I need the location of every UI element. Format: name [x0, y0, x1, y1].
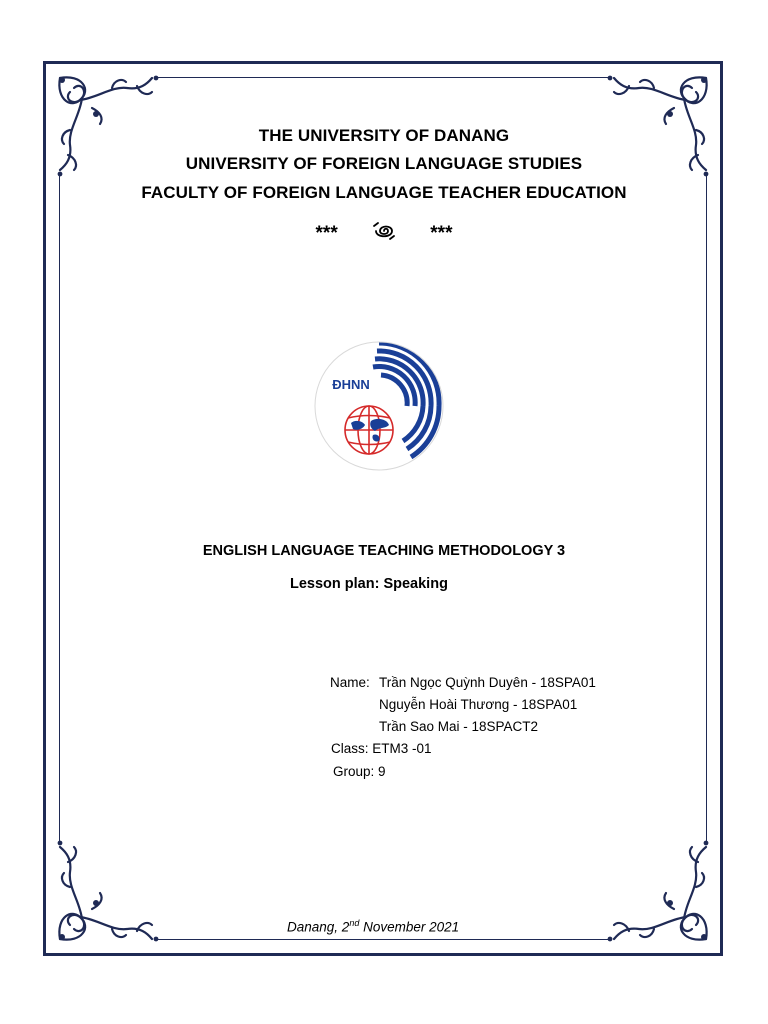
group-value: 9	[378, 764, 386, 779]
border-line-top	[156, 77, 610, 78]
border-line-bottom	[156, 939, 610, 940]
corner-ornament-icon	[52, 827, 172, 947]
date-line	[287, 918, 459, 935]
university-title: THE UNIVERSITY OF DANANG	[258, 126, 510, 145]
logo-text: ĐHNN	[332, 377, 370, 392]
university-logo	[311, 333, 447, 479]
border-line-left	[59, 174, 60, 843]
spiral-ornament-icon	[371, 220, 397, 248]
stars-right: ***	[430, 223, 453, 244]
course-title: ENGLISH LANGUAGE TEACHING METHODOLOGY 3	[202, 543, 566, 559]
title-separator	[0, 220, 768, 248]
stars-left: ***	[315, 223, 338, 244]
date-ordinal: nd	[349, 918, 360, 928]
name-label: Name:	[330, 675, 370, 690]
class-label: Class:	[331, 741, 369, 756]
lesson-plan-title: Lesson plan: Speaking	[290, 576, 448, 592]
member-name: Trần Sao Mai - 18SPACT2	[379, 719, 539, 734]
corner-ornament-icon	[594, 827, 714, 947]
school-title: UNIVERSITY OF FOREIGN LANGUAGE STUDIES	[185, 154, 583, 173]
class-row	[331, 741, 432, 756]
group-row	[333, 764, 386, 779]
border-line-right	[706, 174, 707, 843]
faculty-title: FACULTY OF FOREIGN LANGUAGE TEACHER EDUCATION	[141, 183, 627, 202]
group-label: Group:	[333, 764, 375, 779]
class-value: ETM3 -01	[372, 741, 432, 756]
date-suffix: November 2021	[359, 919, 460, 935]
member-name: Trần Ngọc Quỳnh Duyên - 18SPA01	[379, 675, 596, 690]
member-name: Nguyễn Hoài Thương - 18SPA01	[379, 697, 578, 712]
date-prefix: Danang, 2	[287, 919, 350, 935]
